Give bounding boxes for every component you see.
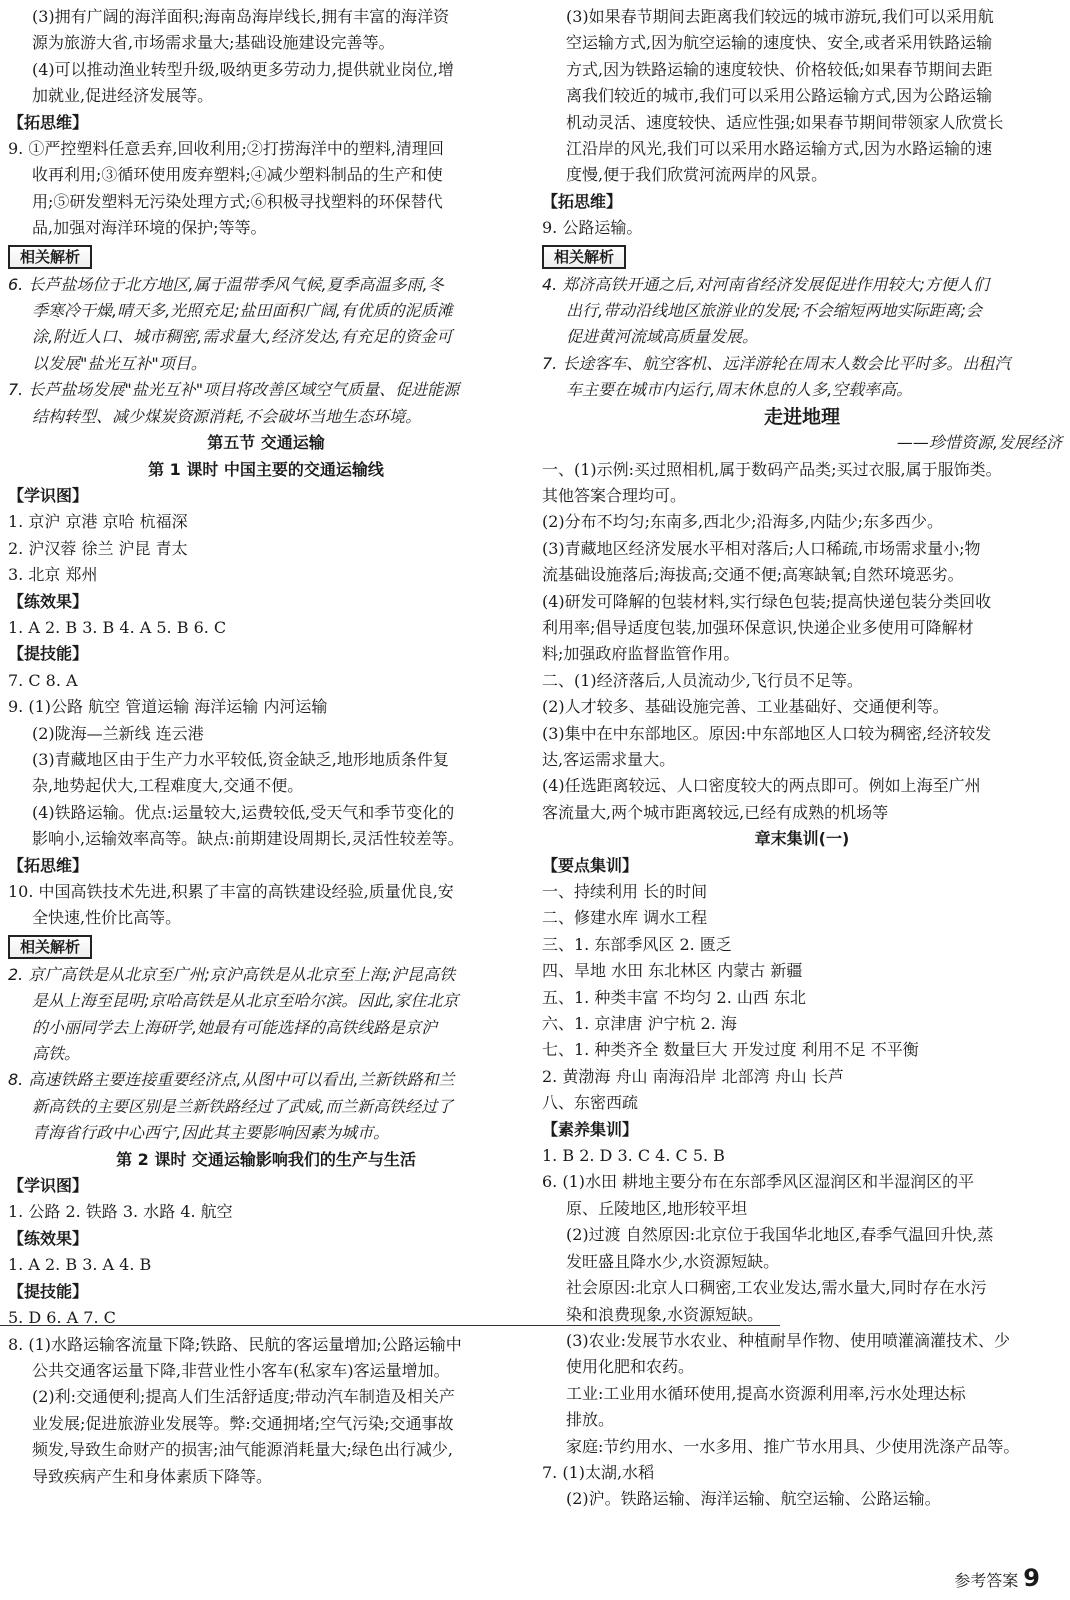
answer-line: 工业:工业用水循环使用,提高水资源利用率,污水处理达标 xyxy=(566,1383,966,1403)
answer-line: 1. A 2. B 3. B 4. A 5. B 6. C xyxy=(8,617,227,637)
answer-line: 收再利用;③循环使用废弃塑料;④减少塑料制品的生产和使 xyxy=(32,165,443,185)
answer-line: 料;加强政府监督监管作用。 xyxy=(542,644,740,664)
section-tag: 【拓思维】 xyxy=(8,112,89,132)
lesson-title: 第 1 课时 中国主要的交通运输线 xyxy=(148,459,384,479)
answer-line: 6. (1)水田 耕地主要分布在东部季风区湿润区和半湿润区的平 xyxy=(542,1172,975,1192)
analysis-line: 以发展"盐光互补"项目。 xyxy=(32,353,207,373)
answer-line: (2)沪。铁路运输、海洋运输、航空运输、公路运输。 xyxy=(566,1489,941,1509)
answer-line: 二、(1)经济落后,人员流动少,飞行员不足等。 xyxy=(542,670,863,690)
answer-line: 5. D 6. A 7. C xyxy=(8,1308,116,1328)
analysis-line: 促进黄河流域高质量发展。 xyxy=(566,327,759,347)
section-title: 第五节 交通运输 xyxy=(207,433,325,453)
related-analysis-label: 相关解析 xyxy=(8,245,92,269)
answer-line: 流基础设施落后;海拔高;交通不便;高寒缺氧;自然环境恶劣。 xyxy=(542,565,964,585)
answer-line: 用;⑤研发塑料无污染处理方式;⑥积极寻找塑料的环保替代 xyxy=(32,191,443,211)
related-analysis-row xyxy=(8,242,524,272)
answer-line: 五、1. 种类丰富 不均匀 2. 山西 东北 xyxy=(542,987,806,1007)
answer-line: 导致疾病产生和身体素质下降等。 xyxy=(32,1466,273,1486)
answer-line: 八、东密西疏 xyxy=(542,1093,639,1113)
lesson-title: 第 2 课时 交通运输影响我们的生产与生活 xyxy=(116,1149,416,1169)
answer-line: 二、修建水库 调水工程 xyxy=(542,908,708,928)
answer-line: (3)农业:发展节水农业、种植耐旱作物、使用喷灌滴灌技术、少 xyxy=(566,1330,1011,1350)
section-tag: 【学识图】 xyxy=(8,1176,89,1196)
answer-line: 空运输方式,因为航空运输的速度快、安全,或者采用铁路运输 xyxy=(566,33,993,53)
answer-line: 影响小,运输效率高等。缺点:前期建设周期长,灵活性较差等。 xyxy=(32,829,464,849)
analysis-line: 季寒冷干燥,晴天多,光照充足;盐田面积广阔,有优质的泥质滩 xyxy=(32,301,453,321)
chapter-title: 走进地理 xyxy=(763,405,840,428)
answer-line: (2)利:交通便利;提高人们生活舒适度;带动汽车制造及相关产 xyxy=(32,1387,455,1407)
analysis-line: 涂,附近人口、城市稠密,需求量大,经济发达,有充足的资金可 xyxy=(32,327,453,347)
answer-line: (4)可以推动渔业转型升级,吸纳更多劳动力,提供就业岗位,增 xyxy=(32,59,454,79)
answer-line: 全快速,性价比高等。 xyxy=(32,908,182,928)
answer-line: 一、(1)示例:买过照相机,属于数码产品类;买过衣服,属于服饰类。 xyxy=(542,459,1002,479)
answer-line: (2)人才较多、基础设施完善、工业基础好、交通便利等。 xyxy=(542,697,949,717)
answer-line: 染和浪费现象,水资源短缺。 xyxy=(566,1304,764,1324)
section-tag: 【素养集训】 xyxy=(542,1119,639,1139)
analysis-line: 8. 高速铁路主要连接重要经济点,从图中可以看出,兰新铁路和兰 xyxy=(8,1070,455,1090)
answer-line: 利用率;倡导适度包装,加强环保意识,快递企业多使用可降解材 xyxy=(542,617,974,637)
answer-line: 9. (1)公路 航空 管道运输 海洋运输 内河运输 xyxy=(8,697,328,717)
answer-line: 1. 公路 2. 铁路 3. 水路 4. 航空 xyxy=(8,1202,233,1222)
answer-line: 10. 中国高铁技术先进,积累了丰富的高铁建设经验,质量优良,安 xyxy=(8,882,454,901)
left-column xyxy=(8,4,524,1490)
answer-line: 排放。 xyxy=(566,1410,615,1430)
answer-line: (3)集中在中东部地区。原因:中东部地区人口较为稠密,经济较发 xyxy=(542,723,992,743)
related-analysis-label: 相关解析 xyxy=(542,245,626,269)
answer-line: 达,客运需求量大。 xyxy=(542,749,676,769)
answer-line: (4)任选距离较远、人口密度较大的两点即可。例如上海至广州 xyxy=(542,776,981,796)
answer-line: (2)分布不均匀;东南多,西北少;沿海多,内陆少;东多西少。 xyxy=(542,512,944,532)
answer-line: (3)拥有广阔的海洋面积;海南岛海岸线长,拥有丰富的海洋资 xyxy=(32,7,450,26)
answer-line: 杂,地势起伏大,工程难度大,交通不便。 xyxy=(32,776,304,796)
section-tag: 【提技能】 xyxy=(8,1281,89,1301)
answer-line: 社会原因:北京人口稠密,工农业发达,需水量大,同时存在水污 xyxy=(566,1278,987,1298)
answer-line: 公共交通客运量下降,非营业性小客车(私家车)客运量增加。 xyxy=(32,1360,450,1380)
answer-line: 源为旅游大省,市场需求量大;基础设施建设完善等。 xyxy=(32,33,395,53)
answer-line: 9. ①严控塑料任意丢弃,回收利用;②打捞海洋中的塑料,清理回 xyxy=(8,139,444,159)
analysis-line: 7. 长途客车、航空客机、远洋游轮在周末人数会比平时多。出租汽 xyxy=(542,353,1011,373)
answer-line: 7. C 8. A xyxy=(8,670,78,690)
section-tag: 【学识图】 xyxy=(8,485,89,505)
answer-line: 频发,导致生命财产的损害;油气能源消耗量大;绿色出行减少, xyxy=(32,1440,453,1460)
answer-line: 离我们较近的城市,我们可以采用公路运输方式,因为公路运输 xyxy=(566,86,993,106)
related-analysis-label: 相关解析 xyxy=(8,935,92,959)
page-number: 9 xyxy=(1023,1564,1040,1592)
analysis-line: 7. 长芦盐场发展"盐光互补"项目将改善区域空气质量、促进能源 xyxy=(8,380,460,400)
answer-line: (3)如果春节期间去距离我们较远的城市游玩,我们可以采用航 xyxy=(566,7,994,26)
answer-line: 七、1. 种类齐全 数量巨大 开发过度 利用不足 不平衡 xyxy=(542,1040,919,1060)
answer-line: 2. 沪汉蓉 徐兰 沪昆 青太 xyxy=(8,538,188,558)
answer-line: 9. 公路运输。 xyxy=(542,218,643,238)
answer-line: (2)陇海—兰新线 连云港 xyxy=(32,723,204,743)
answer-line: 机动灵活、速度较快、适应性强;如果春节期间带领家人欣赏长 xyxy=(566,112,1004,132)
related-analysis-row xyxy=(542,242,1062,272)
answer-line: (2)过渡 自然原因:北京位于我国华北地区,春季气温回升快,蒸 xyxy=(566,1225,994,1245)
analysis-line: 新高铁的主要区别是兰新铁路经过了武威,而兰新高铁经过了 xyxy=(32,1096,454,1116)
analysis-line: 2. 京广高铁是从北京至广州;京沪高铁是从北京至上海;沪昆高铁 xyxy=(8,964,456,984)
answer-line: 四、旱地 水田 东北林区 内蒙古 新疆 xyxy=(542,961,803,981)
answer-line: 家庭:节约用水、一水多用、推广节水用具、少使用洗涤产品等。 xyxy=(566,1436,1020,1456)
answer-line: 1. A 2. B 3. A 4. B xyxy=(8,1255,152,1275)
answer-line: 8. (1)水路运输客流量下降;铁路、民航的客运量增加;公路运输中 xyxy=(8,1334,462,1354)
analysis-line: 结构转型、减少煤炭资源消耗,不会破坏当地生态环境。 xyxy=(32,406,422,426)
section-tag: 【要点集训】 xyxy=(542,855,639,875)
section-tag: 【提技能】 xyxy=(8,644,89,664)
analysis-line: 的小丽同学去上海研学,她最有可能选择的高铁线路是京沪 xyxy=(32,1017,438,1037)
answer-line: 度慢,便于我们欣赏河流两岸的风景。 xyxy=(566,165,828,185)
section-tag: 【拓思维】 xyxy=(8,855,89,875)
answer-line: 其他答案合理均可。 xyxy=(542,485,687,505)
answer-line: 江沿岸的风光,我们可以采用水路运输方式,因为水路运输的速 xyxy=(566,139,993,159)
answer-line: 2. 黄渤海 舟山 南海沿岸 北部湾 舟山 长芦 xyxy=(542,1066,844,1086)
answer-line: 方式,因为铁路运输的速度较快、价格较低;如果春节期间去距 xyxy=(566,59,993,79)
divider-line xyxy=(0,1325,780,1326)
analysis-line: 出行,带动沿线地区旅游业的发展;不会缩短两地实际距离;会 xyxy=(566,301,982,321)
answer-line: 原、丘陵地区,地形较平坦 xyxy=(566,1198,748,1218)
answer-line: 发旺盛且降水少,水资源短缺。 xyxy=(566,1251,780,1271)
related-analysis-row xyxy=(8,932,524,962)
analysis-line: 4. 郑济高铁开通之后,对河南省经济发展促进作用较大;方便人们 xyxy=(542,274,989,294)
answer-line: (3)青藏地区经济发展水平相对落后;人口稀疏,市场需求量小;物 xyxy=(542,538,981,558)
section-tag: 【练效果】 xyxy=(8,591,89,611)
section-tag: 【拓思维】 xyxy=(542,191,623,211)
page-footer xyxy=(954,1565,1040,1594)
footer-label: 参考答案 xyxy=(954,1571,1019,1590)
answer-line: 一、持续利用 长的时间 xyxy=(542,882,708,901)
analysis-line: 是从上海至昆明;京哈高铁是从北京至哈尔滨。因此,家住北京 xyxy=(32,991,459,1011)
analysis-line: 车主要在城市内运行,周末休息的人多,空载率高。 xyxy=(566,380,913,400)
answer-line: 三、1. 东部季风区 2. 匮乏 xyxy=(542,934,732,954)
answer-line: 1. 京沪 京港 京哈 杭福深 xyxy=(8,512,188,532)
analysis-line: 青海省行政中心西宁,因此其主要影响因素为城市。 xyxy=(32,1123,390,1143)
section-title: 章末集训(一) xyxy=(754,829,850,849)
answer-line: 品,加强对海洋环境的保护;等等。 xyxy=(32,218,267,238)
answer-line: 1. B 2. D 3. C 4. C 5. B xyxy=(542,1146,725,1166)
answer-line: (3)青藏地区由于生产力水平较低,资金缺乏,地形地质条件复 xyxy=(32,749,449,769)
answer-line: (4)研发可降解的包装材料,实行绿色包装;提高快递包装分类回收 xyxy=(542,591,992,611)
answer-line: 使用化肥和农药。 xyxy=(566,1357,695,1377)
right-column xyxy=(542,4,1062,1513)
analysis-line: 高铁。 xyxy=(32,1044,81,1064)
analysis-line: 6. 长芦盐场位于北方地区,属于温带季风气候,夏季高温多雨,冬 xyxy=(8,274,444,294)
answer-line: 7. (1)太湖,水稻 xyxy=(542,1462,655,1482)
answer-line: 3. 北京 郑州 xyxy=(8,565,98,585)
answer-line: 六、1. 京津唐 沪宁杭 2. 海 xyxy=(542,1014,737,1034)
answer-line: 业发展;促进旅游业发展等。弊:交通拥堵;空气污染;交通事故 xyxy=(32,1413,454,1433)
answer-line: 加就业,促进经济发展等。 xyxy=(32,86,214,106)
motto: ——珍惜资源,发展经济 xyxy=(896,433,1062,453)
answer-line: 客流量大,两个城市距离较远,已经有成熟的机场等 xyxy=(542,802,889,822)
section-tag: 【练效果】 xyxy=(8,1228,89,1248)
answer-line: (4)铁路运输。优点:运量较大,运费较低,受天气和季节变化的 xyxy=(32,802,455,822)
